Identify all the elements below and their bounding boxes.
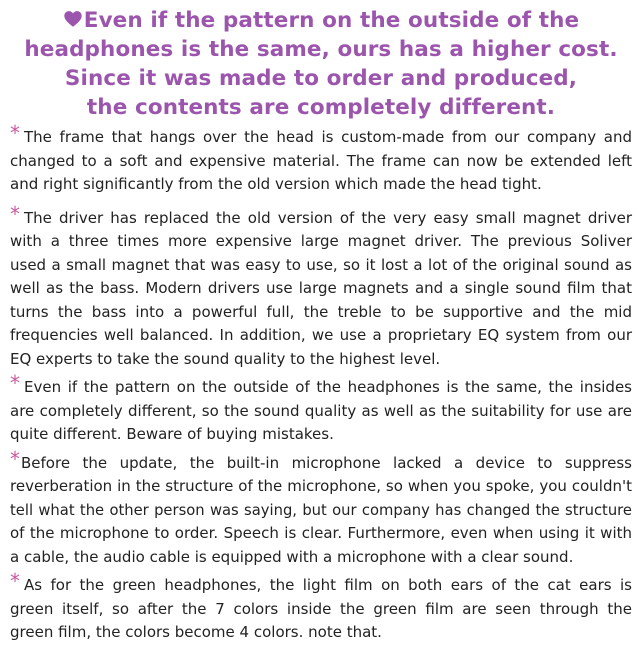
paragraph-line-text: The frame that hangs over the head is custom-made from our company and [24, 128, 632, 146]
paragraph-line: green itself, so after the 7 colors inside the green film are seen through the [10, 599, 632, 618]
asterisk-bullet-icon: * [10, 446, 20, 471]
paragraph-line-text: The driver has replaced the old version of the very easy small magnet driver [24, 208, 632, 227]
paragraph-line: of the microphone to order. Speech is clear. Furthermore, even when using it with [10, 524, 632, 542]
heading-line-2: headphones is the same, ours has a higher cost. [24, 37, 618, 62]
asterisk-bullet-icon: * [10, 121, 20, 145]
paragraph-line: used a small magnet that was easy to use, so it lost a lot of the original sound as [10, 255, 632, 274]
heading-line-4: the contents are completely different. [86, 95, 556, 120]
paragraph-line [10, 446, 632, 476]
paragraph-line [10, 201, 632, 231]
paragraph-line: well as the bass. Modern drivers use large magnets and a single sound film that [10, 279, 632, 297]
asterisk-bullet-icon: * [10, 201, 20, 226]
heading-line-1-text: Even if the pattern on the outside of the [83, 8, 580, 33]
heart-icon [63, 9, 83, 29]
paragraph-microphone [10, 446, 632, 570]
paragraph-line [10, 569, 632, 598]
page-heading [10, 6, 632, 122]
paragraph-line: with a three times more expensive large magnet driver. The previous Soliver [10, 232, 632, 250]
paragraph-line: changed to a soft and expensive material. The frame can now be extended left [10, 151, 632, 170]
paragraph-line [10, 121, 632, 150]
paragraph-line-text: Before the update, the built-in microphone lacked a device to suppress [21, 453, 632, 472]
heading-line-3: Since it was made to order and produced, [64, 66, 578, 91]
asterisk-bullet-icon: * [10, 569, 20, 593]
paragraph-line: are completely different, so the sound quality as well as the suitability for use are [10, 401, 632, 420]
paragraph-line-text: Even if the pattern on the outside of the headphones is the same, the insides [24, 378, 632, 396]
paragraph-frame [10, 121, 632, 197]
paragraph-pattern-warning [10, 371, 632, 447]
paragraph-driver [10, 201, 632, 372]
paragraph-line: frequencies well balanced. In addition, we use a proprietary EQ system from our [10, 326, 632, 344]
paragraph-line: EQ experts to take the sound quality to the highest level. [10, 349, 441, 368]
paragraph-line: green film, the colors become 4 colors. note that. [10, 623, 382, 641]
paragraph-line: a cable, the audio cable is equipped with a microphone with a clear sound. [10, 547, 574, 566]
heading-line-1 [10, 6, 632, 35]
paragraph-line: reverberation in the structure of the microphone, so when you spoke, you couldn't [10, 477, 632, 495]
asterisk-bullet-icon: * [10, 371, 20, 395]
paragraph-line-text: As for the green headphones, the light film on both ears of the cat ears is [24, 576, 632, 594]
paragraph-line: quite different. Beware of buying mistakes. [10, 425, 334, 443]
paragraph-line: turns the bass into a powerful full, the treble to be supportive and the mid [10, 302, 632, 321]
paragraph-line [10, 371, 632, 400]
paragraph-line: tell what the other person was saying, but our company has changed the structure [10, 501, 632, 519]
paragraph-line: and right significantly from the old version which made the head tight. [10, 175, 542, 193]
